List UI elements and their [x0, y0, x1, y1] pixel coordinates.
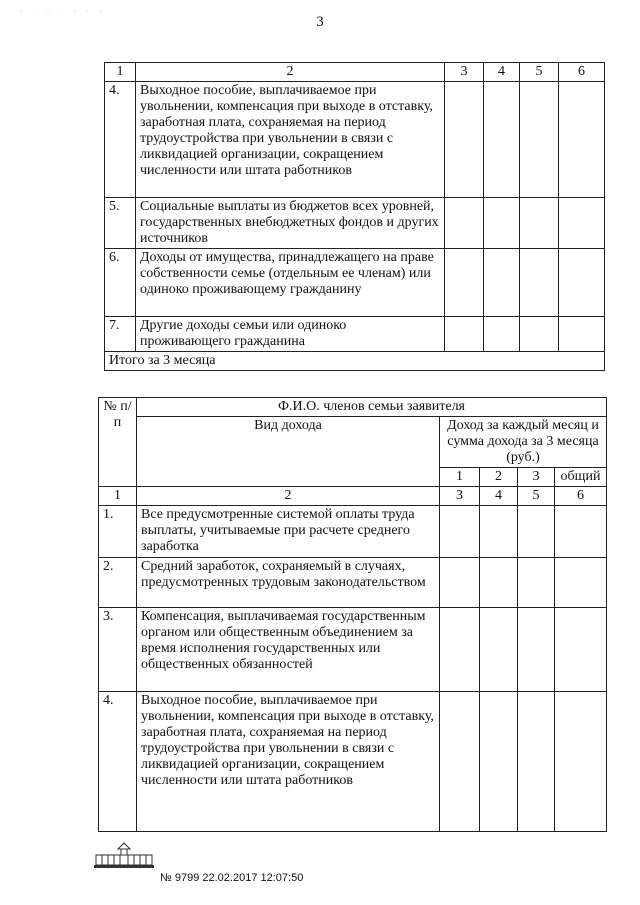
row-number: 2. — [99, 558, 137, 608]
income-type: Другие доходы семьи или одиноко проживающего гражданина — [136, 317, 445, 352]
value-cell — [559, 82, 605, 198]
col-number: 6 — [555, 487, 607, 506]
income-type: Выходное пособие, выплачиваемое при увольнении, компенсация при выходе в отставку, заработная плата, сохраняемая на период трудоустройства при увольнении в связи с ликвидацией организации, сокращением численности или штата работников — [136, 82, 445, 198]
col-number: 1 — [99, 487, 137, 506]
table-row — [105, 198, 605, 249]
value-cell — [555, 608, 607, 692]
table-row — [105, 82, 605, 198]
column-number-row — [105, 63, 605, 82]
table-row — [105, 317, 605, 352]
footer-logo — [92, 840, 156, 875]
value-cell — [520, 82, 559, 198]
income-header-row — [99, 417, 607, 468]
month-label: 2 — [480, 468, 518, 487]
table-row — [99, 608, 607, 692]
col-number: 2 — [137, 487, 440, 506]
building-logo-icon — [92, 840, 156, 875]
table-row — [99, 506, 607, 558]
scan-artifact: · · · · · · · — [20, 6, 107, 16]
value-cell — [445, 317, 484, 352]
value-cell — [520, 317, 559, 352]
row-number: 4. — [99, 692, 137, 832]
total-month-label: общий — [555, 468, 607, 487]
month-label: 1 — [440, 468, 480, 487]
value-cell — [520, 249, 559, 317]
value-cell — [445, 249, 484, 317]
value-cell — [484, 198, 520, 249]
row-number: 6. — [105, 249, 136, 317]
value-cell — [480, 608, 518, 692]
value-cell — [555, 558, 607, 608]
value-cell — [484, 82, 520, 198]
value-cell — [445, 82, 484, 198]
value-cell — [518, 608, 555, 692]
value-cell — [440, 558, 480, 608]
value-cell — [559, 317, 605, 352]
income-type: Все предусмотренные системой оплаты труда выплаты, учитываемые при расчете среднего заработка — [137, 506, 440, 558]
col-number: 4 — [480, 487, 518, 506]
value-cell — [520, 198, 559, 249]
col-number: 5 — [520, 63, 559, 82]
column-number-row — [99, 487, 607, 506]
col-number: 3 — [440, 487, 480, 506]
value-cell — [440, 506, 480, 558]
value-cell — [518, 558, 555, 608]
income-type: Компенсация, выплачиваемая государственным органом или общественным объединением за время исполнения государственных или общественных обязанностей — [137, 608, 440, 692]
income-type: Доходы от имущества, принадлежащего на праве собственности семье (отдельным ее членам) или одиноко проживающему гражданину — [136, 249, 445, 317]
value-cell — [480, 558, 518, 608]
value-cell — [484, 249, 520, 317]
row-number: 7. — [105, 317, 136, 352]
total-row — [105, 352, 605, 371]
col-number: 1 — [105, 63, 136, 82]
value-cell — [559, 249, 605, 317]
month-label: 3 — [518, 468, 555, 487]
value-cell — [518, 506, 555, 558]
document-registration-stamp: № 9799 22.02.2017 12:07:50 — [160, 872, 304, 884]
family-members-header: Ф.И.О. членов семьи заявителя — [137, 398, 607, 417]
value-cell — [440, 692, 480, 832]
value-cell — [484, 317, 520, 352]
value-cell — [440, 608, 480, 692]
value-cell — [445, 198, 484, 249]
col-number: 2 — [136, 63, 445, 82]
table-row — [105, 249, 605, 317]
col-number: 6 — [559, 63, 605, 82]
family-header-row — [99, 398, 607, 417]
value-cell — [559, 198, 605, 249]
value-cell — [518, 692, 555, 832]
row-number: 1. — [99, 506, 137, 558]
col-number: 4 — [484, 63, 520, 82]
row-number: 5. — [105, 198, 136, 249]
income-amount-header: Доход за каждый месяц и сумма дохода за 3 месяца (руб.) — [440, 417, 607, 468]
row-number: 4. — [105, 82, 136, 198]
table-row — [99, 558, 607, 608]
income-table-continued — [104, 62, 605, 371]
income-type: Средний заработок, сохраняемый в случаях, предусмотренных трудовым законодательством — [137, 558, 440, 608]
income-type: Выходное пособие, выплачиваемое при увольнении, компенсация при выходе в отставку, заработная плата, сохраняемая на период трудоустройства при увольнении в связи с ликвидацией организации, сокращением численности или штата работников — [137, 692, 440, 832]
table-row — [99, 692, 607, 832]
family-income-table — [98, 397, 607, 832]
value-cell — [480, 692, 518, 832]
row-number: 3. — [99, 608, 137, 692]
value-cell — [555, 506, 607, 558]
value-cell — [480, 506, 518, 558]
page-number: 3 — [316, 14, 324, 30]
total-label: Итого за 3 месяца — [105, 352, 605, 371]
row-number-header: № п/п — [99, 398, 137, 487]
value-cell — [555, 692, 607, 832]
income-type-header: Вид дохода — [137, 417, 440, 487]
col-number: 5 — [518, 487, 555, 506]
col-number: 3 — [445, 63, 484, 82]
income-type: Социальные выплаты из бюджетов всех уровней, государственных внебюджетных фондов и других источников — [136, 198, 445, 249]
